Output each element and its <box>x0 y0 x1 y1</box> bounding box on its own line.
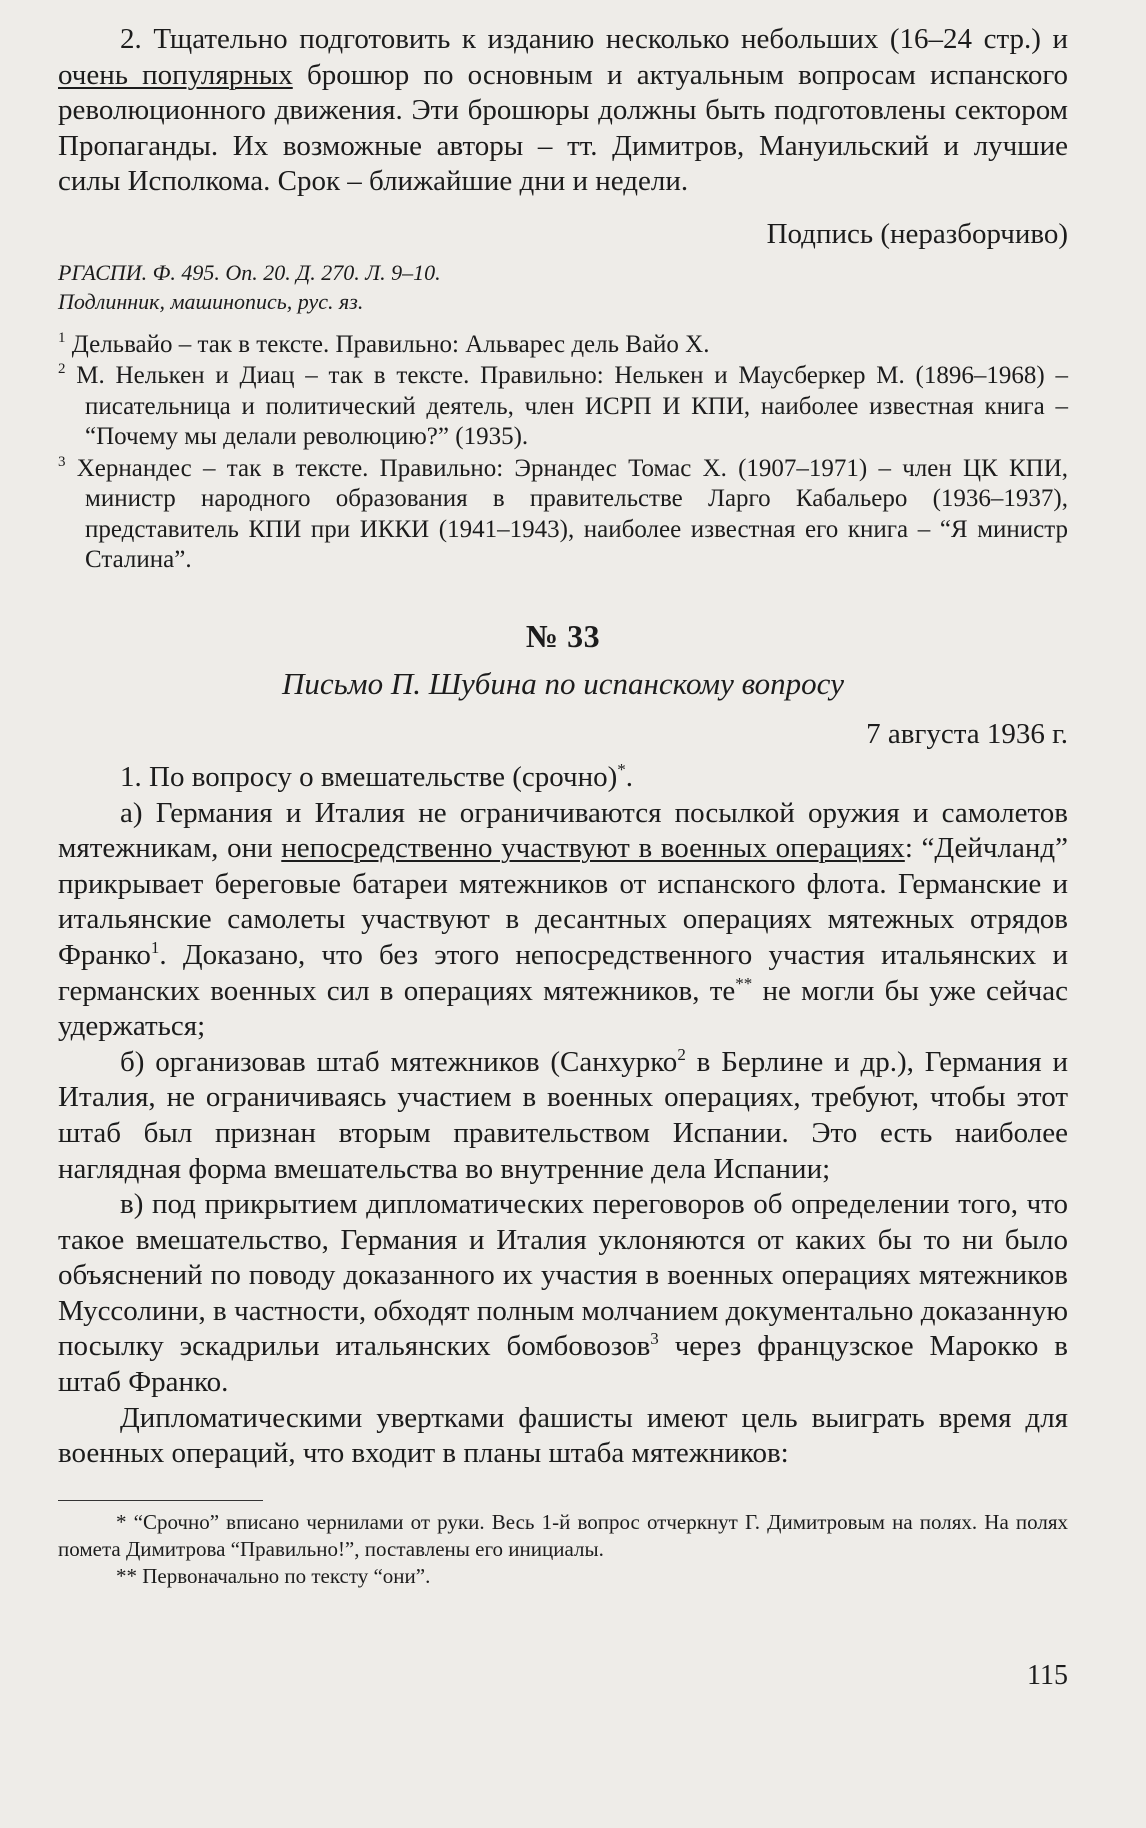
archive-line-1: РГАСПИ. Ф. 495. Оп. 20. Д. 270. Л. 9–10. <box>58 259 441 285</box>
endnote-2-text: М. Нелькен и Диац – так в тексте. Правильно: Нелькен и Маусберкер М. (1896–1968) – писательница и политический деятель, член ИСРП И КПИ, наиболее известная книга – “Почему мы делали революцию?” (1935). <box>65 362 1068 451</box>
paragraph-c <box>58 1187 1068 1401</box>
footnote-divider <box>58 1500 263 1501</box>
section-heading-1-text: 1. По вопросу о вмешательстве (срочно) <box>120 760 618 793</box>
endnote-3-mark: 3 <box>58 453 66 470</box>
archive-line-2: Подлинник, машинопись, рус. яз. <box>58 288 364 314</box>
page-number: 115 <box>1027 1660 1068 1691</box>
paragraph-b-text-1: б) организовав штаб мятежников (Санхурко <box>120 1045 678 1078</box>
document-date: 7 августа 1936 г. <box>866 717 1068 750</box>
footnote-1: * “Срочно” вписано чернилами от руки. Весь 1-й вопрос отчеркнут Г. Димитровым на полях. На полях помета Димитрова “Правильно!”, поставлены его инициалы. <box>58 1509 1068 1561</box>
paragraph-a-text-1: а) Германия и Италия не ограничиваются посылкой оружия и самолетов мятежникам, они <box>58 796 1068 865</box>
endnote-3-text: Хернандес – так в тексте. Правильно: Эрнандес Томас Х. (1907–1971) – член ЦК КПИ, министр народного образования в правительстве Ларго Кабальеро (1936–1937), представитель КПИ при ИККИ (1941–1943), наиболее известная его книга – “Я министр Сталина”. <box>65 454 1068 574</box>
endnote-1-mark: 1 <box>58 329 66 346</box>
top-paragraph-underlined: очень популярных <box>58 58 293 91</box>
paragraph-a <box>58 796 1068 1045</box>
archive-reference <box>58 258 1068 316</box>
paragraph-a-text-2: : “Дейчланд” прикрывает береговые батареи мятежников от испанского флота. Германские и итальянские самолеты участвуют в десантных операциях мятежных отрядов Франко <box>58 832 1068 971</box>
endnote-2 <box>58 361 1068 453</box>
endnote-2-mark: 2 <box>58 361 66 378</box>
paragraph-a-text-3: . Доказано, что без этого непосредственного участия итальянских и германских военных сил в операциях мятежников, те <box>58 938 1068 1007</box>
section-heading-1 <box>58 760 1068 796</box>
section-heading-1-mark: * <box>617 759 626 779</box>
top-paragraph <box>58 22 1068 200</box>
paragraph-b-text-2: в Берлине и др.), Германия и Италия, не ограничиваясь участием в военных операциях, требуют, чтобы этот штаб был признан вторым правительством Испании. Это есть наиболее наглядная форма вмешательства во внутренние дела Испании; <box>58 1045 1069 1185</box>
paragraph-c-mark: 3 <box>650 1329 659 1349</box>
paragraph-d: Дипломатическими увертками фашисты имеют цель выиграть время для военных операций, что входит в планы штаба мятежников: <box>58 1401 1068 1470</box>
endnotes <box>58 330 1068 576</box>
top-paragraph-text-2: брошюр по основным и актуальным вопросам испанского революционного движения. Эти брошюры должны быть подготовлены сектором Пропаганды. Их возможные авторы – тт. Димитров, Мануильский и лучшие силы Исполкома. Срок – ближайшие дни и недели. <box>58 58 1069 198</box>
endnote-3 <box>58 454 1068 576</box>
document-title: Письмо П. Шубина по испанскому вопросу <box>282 665 844 701</box>
signature: Подпись (неразборчиво) <box>766 217 1068 250</box>
footnote-2: ** Первоначально по тексту “они”. <box>116 1563 431 1588</box>
paragraph-a-mark-2: ** <box>735 973 753 993</box>
section-heading-1-end: . <box>625 760 634 793</box>
endnote-1-text: Дельвайо – так в тексте. Правильно: Альварес дель Вайо Х. <box>65 330 710 358</box>
paragraph-b <box>58 1045 1068 1187</box>
document-number: № 33 <box>525 617 601 654</box>
paragraph-a-mark-1: 1 <box>150 937 160 957</box>
paragraph-b-mark: 2 <box>677 1044 686 1064</box>
paragraph-a-text-4: не могли бы уже сейчас удержаться; <box>58 974 1069 1043</box>
paragraph-c-text-2: через французское Марокко в штаб Франко. <box>58 1330 1068 1399</box>
top-paragraph-text-1: 2. Тщательно подготовить к изданию несколько небольших (16–24 стр.) и <box>120 23 1068 55</box>
paragraph-a-underlined: непосредственно участвуют в военных операциях <box>281 832 905 865</box>
paragraph-c-text-1: в) под прикрытием дипломатических переговоров об определении того, что такое вмешательство, Германия и Италия уклоняются от каких бы то ни было объяснений по поводу доказанного их участия в военных операциях мятежников Муссолини, в частности, обходят полным молчанием документально доказанную посылку эскадрильи итальянских бомбовозов <box>58 1188 1068 1363</box>
endnote-1 <box>58 330 1068 361</box>
